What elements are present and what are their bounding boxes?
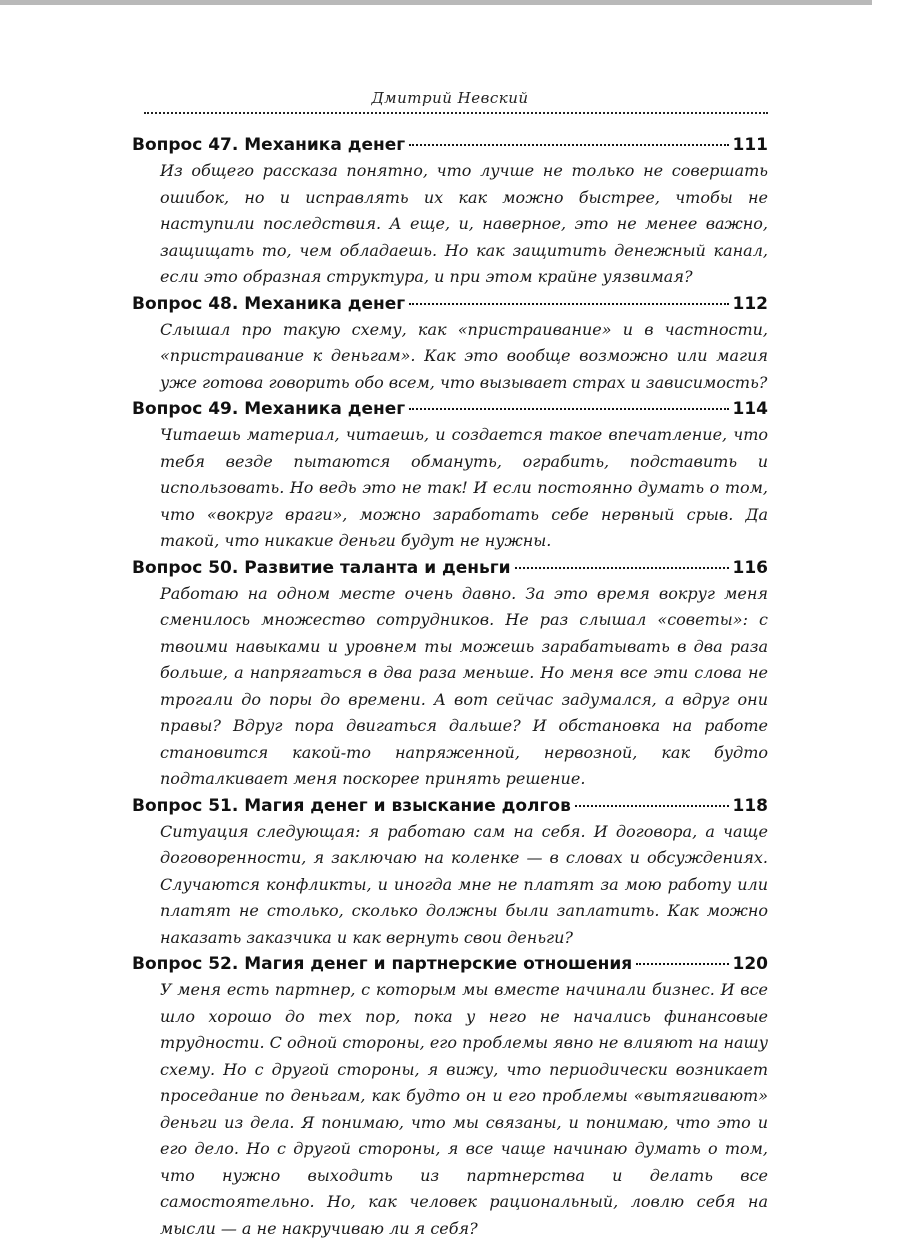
toc-entry-description: Читаешь материал, читаешь, и создается такое впечатление, что тебя везде пытаются обмануть, ограбить, подставить и использовать. Но ведь это не так! И если постоянно думать о том, что «вокруг враги», можно заработать себе нервный срыв. Да такой, что никакие деньги будут не нужны. <box>160 425 768 550</box>
toc-entry-title-row[interactable] <box>132 396 768 422</box>
toc-entry-page: 118 <box>732 795 768 816</box>
toc-entry-title-row[interactable] <box>132 951 768 977</box>
running-header-author: Дмитрий Невский <box>371 89 529 107</box>
toc-entry-description: Работаю на одном месте очень давно. За это время вокруг меня сменилось множество сотрудников. Не раз слышал «советы»: с твоими навыками и уровнем ты можешь зарабатывать в два раза больше, а напрягаться в два раза меньше. Но меня все эти слова не трогали до поры до времени. А вот сейчас задумался, а вдруг они правы? Вдруг пора двигаться дальше? И обстановка на работе становится какой-то напряженной, нервозной, как будто подталкивает меня поскорее принять решение. <box>160 583 768 788</box>
top-border-rule <box>0 0 872 5</box>
toc-entry-title-row[interactable] <box>132 793 768 819</box>
toc-entry-title: Вопрос 52. Магия денег и партнерские отношения <box>132 954 633 974</box>
header-dotted-rule <box>144 112 768 114</box>
toc-entry-title: Вопрос 49. Механика денег <box>132 399 406 419</box>
toc-entry-title: Вопрос 51. Магия денег и взыскание долгов <box>132 795 571 816</box>
toc-entry-description: Ситуация следующая: я работаю сам на себя. И договора, а чаще договоренности, я заключаю на коленке — в словах и обсуждениях. Случаются конфликты, и иногда мне не платят за мою работу или платят не столько, сколько должны были заплатить. Как можно наказать заказчика и как вернуть свои деньги? <box>160 821 768 947</box>
toc-entry-48 <box>132 291 768 397</box>
toc-entry-page: 112 <box>732 293 768 314</box>
dot-leader <box>409 408 728 410</box>
toc-entry-description: У меня есть партнер, с которым мы вместе начинали бизнес. И все шло хорошо до тех пор, пока у него не начались финансовые трудности. С одной стороны, его проблемы явно не влияют на нашу схему. Но с другой стороны, я вижу, что периодически возникает проседание по деньгам, как будто он и его проблемы «вытягивают» деньги из дела. Я понимаю, что мы связаны, и понимаю, что это и его дело. Но с другой стороны, я все чаще начинаю думать о том, что нужно выходить из партнерства и делать все самостоятельно. Но, как человек рациональный, ловлю себя на мысли — а не накручиваю ли я себя? <box>160 980 768 1238</box>
toc-entry-50 <box>132 555 768 793</box>
toc-entry-title: Вопрос 48. Механика денег <box>132 293 406 314</box>
dot-leader <box>409 303 728 305</box>
toc-entry-page: 120 <box>732 954 768 974</box>
toc-entry-description: Слышал про такую схему, как «пристраивание» и в частности, «пристраивание к деньгам». Как это вообще возможно или магия уже готова говорить обо всем, что вызывает страх и зависимость? <box>160 319 768 392</box>
dot-leader <box>575 805 729 807</box>
toc-entry-description: Из общего рассказа понятно, что лучше не только не совершать ошибок, но и исправлять их как можно быстрее, чтобы не наступили последствия. А еще, и, наверное, это не менее важно, защищать то, чем обладаешь. Но как защитить денежный канал, если это образная структура, и при этом крайне уязвимая? <box>160 161 768 286</box>
toc-entry-page: 114 <box>732 399 768 419</box>
toc-entry-title-row[interactable] <box>132 291 768 317</box>
dot-leader <box>409 144 728 146</box>
toc-entry-title-row[interactable] <box>132 555 768 581</box>
toc-entry-49 <box>132 396 768 555</box>
toc-entry-51 <box>132 793 768 952</box>
toc-entry-47 <box>132 132 768 291</box>
toc-entry-title-row[interactable] <box>132 132 768 158</box>
book-page <box>132 88 768 1242</box>
toc-entry-page: 111 <box>732 135 768 155</box>
table-of-contents <box>132 132 768 1242</box>
dot-leader <box>636 963 728 965</box>
toc-entry-page: 116 <box>732 557 768 578</box>
toc-entry-title: Вопрос 47. Механика денег <box>132 135 406 155</box>
dot-leader <box>515 567 729 569</box>
toc-entry-title: Вопрос 50. Развитие таланта и деньги <box>132 557 511 578</box>
toc-entry-52 <box>132 951 768 1242</box>
